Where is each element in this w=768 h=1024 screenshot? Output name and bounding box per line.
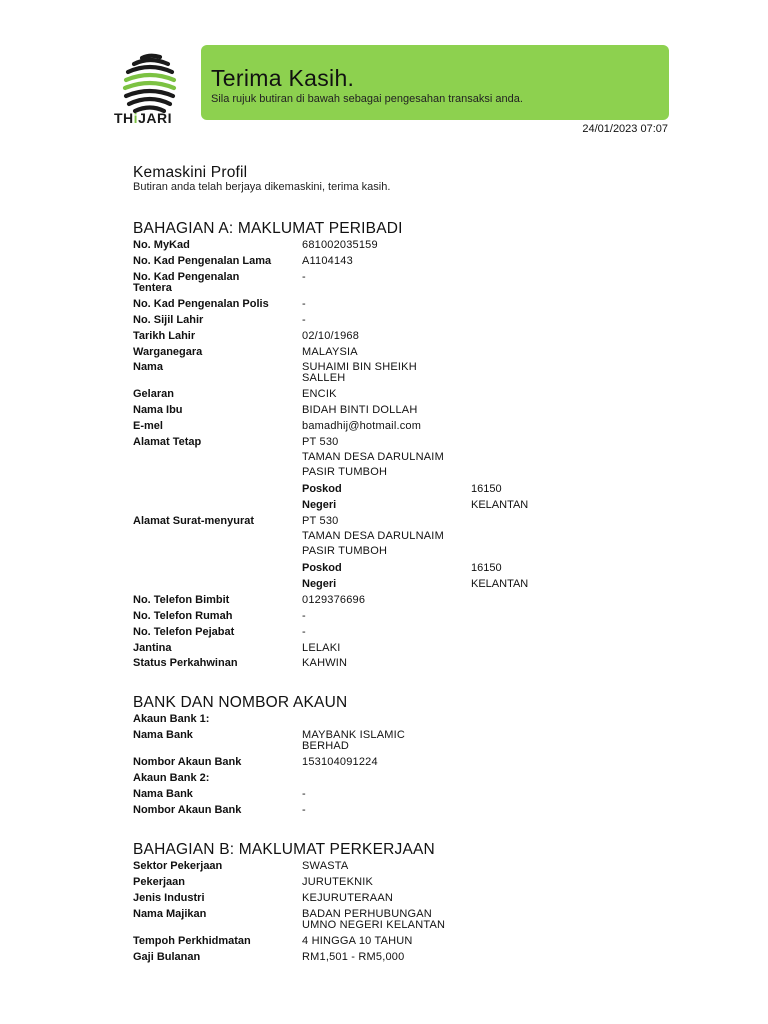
address-line: PASIR TUMBOH <box>302 545 388 557</box>
field-label: Sektor Pekerjaan <box>133 860 223 872</box>
field-label: Nombor Akaun Bank <box>133 756 242 768</box>
field-value: MALAYSIA <box>302 346 358 358</box>
transaction-datetime: 24/01/2023 07:07 <box>582 123 668 135</box>
logo-wordmark: THiJARI <box>114 110 172 126</box>
field-value: - <box>302 626 306 638</box>
field-value: KAHWIN <box>302 657 348 669</box>
field-label: Gaji Bulanan <box>133 951 201 963</box>
field-value: KELANTAN <box>471 578 529 590</box>
field-value: KELANTAN <box>471 499 529 511</box>
field-label: No. Telefon Rumah <box>133 610 233 622</box>
field-label: Warganegara <box>133 346 203 358</box>
banner-title: Terima Kasih. <box>211 65 355 91</box>
section-b-title: BAHAGIAN B: MAKLUMAT PERKERJAAN <box>133 841 435 858</box>
field-label: Jenis Industri <box>133 892 205 904</box>
field-label: Nama Bank <box>133 788 193 800</box>
field-value: JURUTEKNIK <box>302 876 374 888</box>
field-label: No. Kad Pengenalan Polis <box>133 298 269 310</box>
address-line: PASIR TUMBOH <box>302 466 388 478</box>
field-label: No. Telefon Bimbit <box>133 594 230 606</box>
field-label: No. Sijil Lahir <box>133 314 204 326</box>
field-value: bamadhij@hotmail.com <box>302 420 422 432</box>
field-label: Tarikh Lahir <box>133 330 196 342</box>
field-value: BADAN PERHUBUNGAN UMNO NEGERI KELANTAN <box>302 908 446 931</box>
field-label: Alamat Surat-menyurat <box>133 515 255 527</box>
field-value: RM1,501 - RM5,000 <box>302 951 405 963</box>
field-value: LELAKI <box>302 642 341 654</box>
field-value: 681002035159 <box>302 239 378 251</box>
field-value: 02/10/1968 <box>302 330 360 342</box>
field-label: Negeri <box>302 578 337 590</box>
field-label: Akaun Bank 1: <box>133 713 210 725</box>
field-value: - <box>302 610 306 622</box>
field-value: - <box>302 788 306 800</box>
banner-subtitle: Sila rujuk butiran di bawah sebagai pengesahan transaksi anda. <box>211 93 523 105</box>
field-value: - <box>302 298 306 310</box>
field-label: Nama Ibu <box>133 404 183 416</box>
field-value: BIDAH BINTI DOLLAH <box>302 404 418 416</box>
field-label: No. Kad Pengenalan Tentera <box>133 271 240 294</box>
field-label: Negeri <box>302 499 337 511</box>
field-label: E-mel <box>133 420 163 432</box>
address-line: TAMAN DESA DARULNAIM <box>302 530 444 542</box>
field-value: 0129376696 <box>302 594 366 606</box>
field-label: Tempoh Perkhidmatan <box>133 935 251 947</box>
field-label: Nama Majikan <box>133 908 207 920</box>
address-line: PT 530 <box>302 436 339 448</box>
field-label: Poskod <box>302 483 342 495</box>
field-value: ENCIK <box>302 388 337 400</box>
update-title: Kemaskini Profil <box>133 164 248 181</box>
field-label: Akaun Bank 2: <box>133 772 210 784</box>
section-a-title: BAHAGIAN A: MAKLUMAT PERIBADI <box>133 220 403 237</box>
field-value: SWASTA <box>302 860 349 872</box>
field-label: Nama Bank <box>133 729 193 741</box>
bank-section-title: BANK DAN NOMBOR AKAUN <box>133 694 348 711</box>
update-subtitle: Butiran anda telah berjaya dikemaskini, terima kasih. <box>133 181 391 193</box>
field-label: No. MyKad <box>133 239 190 251</box>
field-label: Poskod <box>302 562 342 574</box>
field-value: 4 HINGGA 10 TAHUN <box>302 935 413 947</box>
address-line: TAMAN DESA DARULNAIM <box>302 451 444 463</box>
field-value: KEJURUTERAAN <box>302 892 394 904</box>
field-label: Status Perkahwinan <box>133 657 238 669</box>
field-value: 153104091224 <box>302 756 378 768</box>
field-label: Nombor Akaun Bank <box>133 804 242 816</box>
field-value: MAYBANK ISLAMIC BERHAD <box>302 729 406 752</box>
field-value: - <box>302 314 306 326</box>
success-banner <box>201 45 669 120</box>
field-label: Nama <box>133 361 163 373</box>
address-line: PT 530 <box>302 515 339 527</box>
field-label: No. Telefon Pejabat <box>133 626 235 638</box>
field-value: - <box>302 271 306 283</box>
field-label: Alamat Tetap <box>133 436 202 448</box>
field-value: 16150 <box>471 562 502 574</box>
field-label: Gelaran <box>133 388 174 400</box>
field-value: A1104143 <box>302 255 353 267</box>
field-value: 16150 <box>471 483 502 495</box>
field-value: SUHAIMI BIN SHEIKH SALLEH <box>302 361 417 384</box>
field-label: No. Kad Pengenalan Lama <box>133 255 272 267</box>
field-label: Pekerjaan <box>133 876 185 888</box>
field-value: - <box>302 804 306 816</box>
field-label: Jantina <box>133 642 172 654</box>
